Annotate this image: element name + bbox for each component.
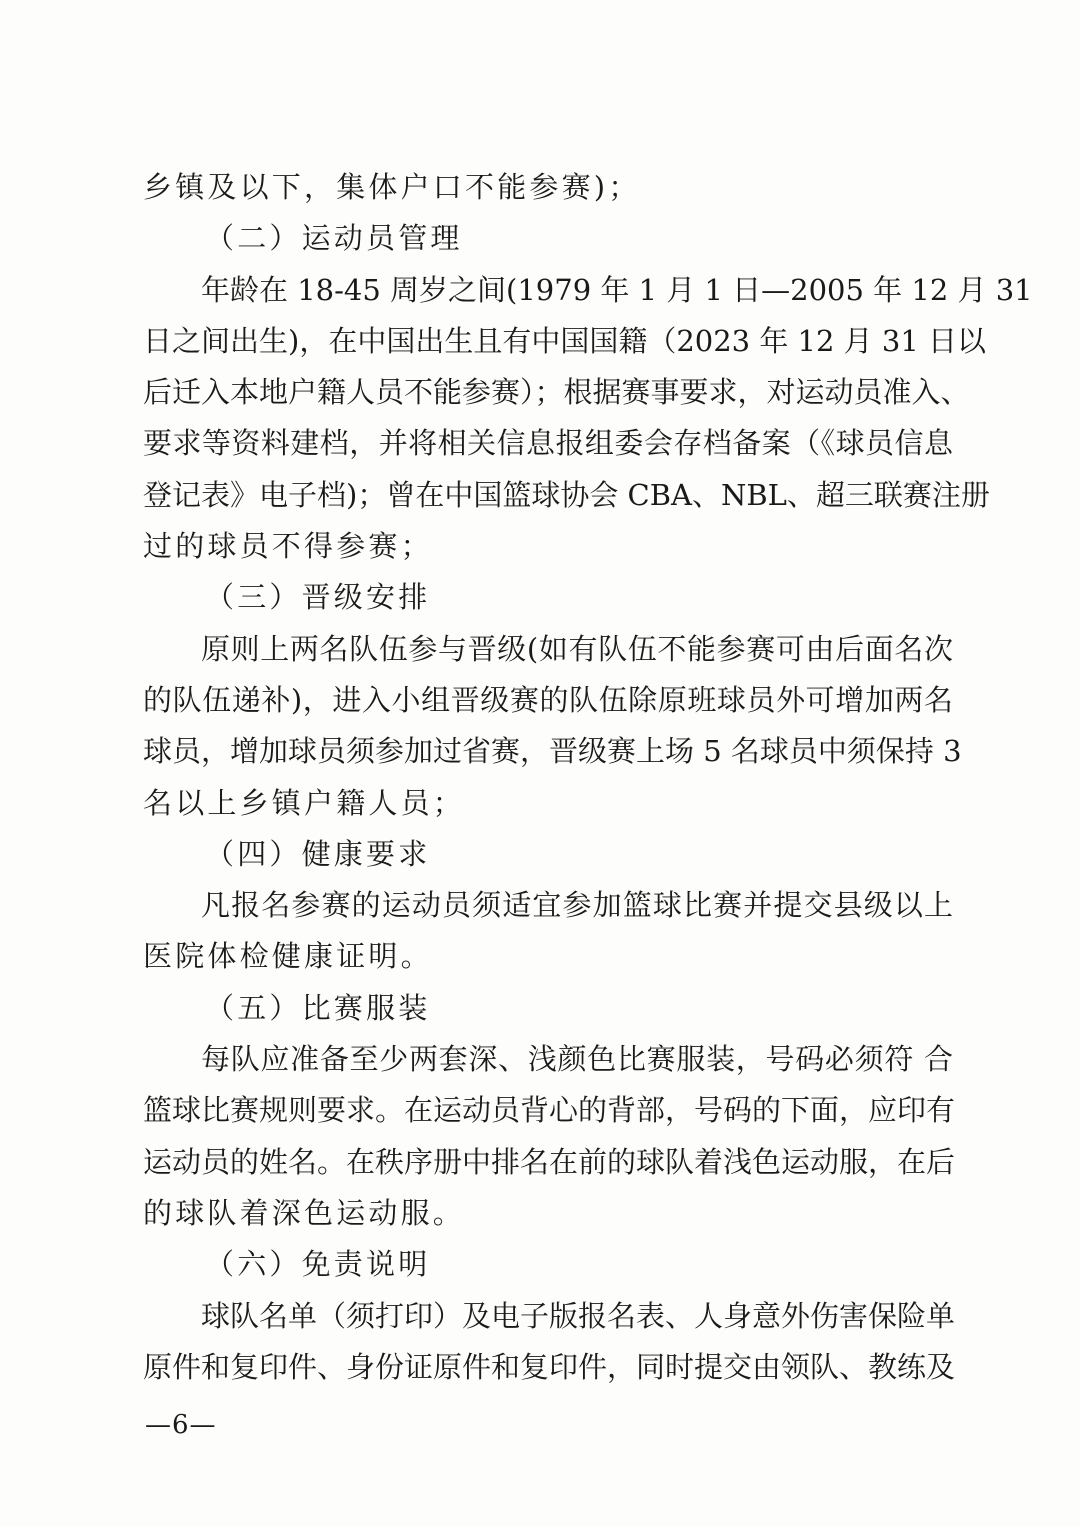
paragraph-line: 乡镇及以下，集体户口不能参赛)； — [143, 170, 641, 204]
paragraph-first-line: 年龄在 18-45 周岁之间(1979 年 1 月 1 日—2005 年 12 月 31 — [201, 272, 1033, 307]
paragraph-first-line: 原则上两名队伍参与晋级(如有队伍不能参赛可由后面名次 — [201, 631, 953, 666]
paragraph-line: 原件和复印件、身份证原件和复印件，同时提交由领队、教练及 — [143, 1349, 956, 1384]
paragraph-line: 篮球比赛规则要求。在运动员背心的背部，号码的下面，应印有 — [143, 1093, 956, 1128]
paragraph-line: 日之间出生)，在中国出生且有中国国籍（2023 年 12 月 31 日以 — [143, 323, 987, 358]
paragraph-line: 的队伍递补)，进入小组晋级赛的队伍除原班球员外可增加两名 — [143, 682, 953, 717]
paragraph-line: 医院体检健康证明。 — [143, 939, 433, 974]
section-heading: （四）健康要求 — [205, 836, 431, 871]
paragraph-line: 名以上乡镇户籍人员； — [143, 785, 466, 820]
section-heading: （六）免责说明 — [205, 1247, 431, 1282]
paragraph-line: 过的球员不得参赛； — [143, 529, 433, 564]
paragraph-first-line: 球队名单（须打印）及电子版报名表、人身意外伤害保险单 — [201, 1298, 956, 1333]
document-body — [143, 162, 1033, 1393]
paragraph-line: 登记表》电子档)；曾在中国篮球协会 CBA、NBL、超三联赛注册 — [143, 477, 990, 512]
section-heading: （二）运动员管理 — [205, 221, 463, 256]
paragraph-first-line: 每队应准备至少两套深、浅颜色比赛服装，号码必须符 合 — [201, 1042, 953, 1077]
section-heading: （三）晋级安排 — [205, 580, 431, 615]
page-number: —6— — [145, 1410, 217, 1440]
paragraph-first-line: 凡报名参赛的运动员须适宜参加篮球比赛并提交县级以上 — [201, 888, 953, 923]
paragraph-line: 的球队着深色运动服。 — [143, 1195, 466, 1230]
paragraph-line: 球员，增加球员须参加过省赛，晋级赛上场 5 名球员中须保持 3 — [143, 734, 962, 769]
paragraph-line: 要求等资料建档，并将相关信息报组委会存档备案（《球员信息 — [143, 426, 953, 461]
paragraph-line: 运动员的姓名。在秩序册中排名在前的球队着浅色运动服，在后 — [143, 1144, 956, 1179]
section-heading: （五）比赛服装 — [205, 990, 431, 1025]
paragraph-line: 后迁入本地户籍人员不能参赛）；根据赛事要求，对运动员准入、 — [143, 375, 970, 410]
